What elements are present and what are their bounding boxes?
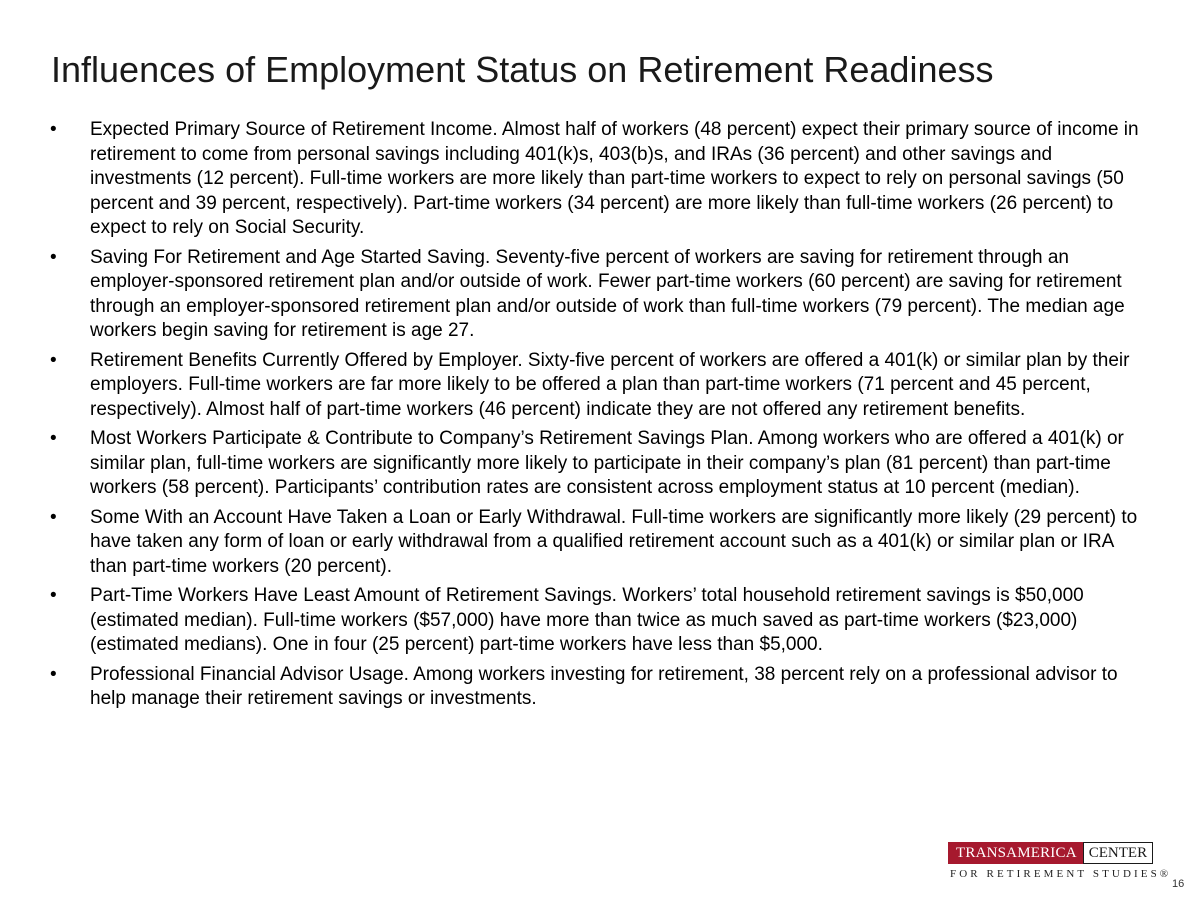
bullet-text: Professional Financial Advisor Usage. Among workers investing for retirement, 38 percent rely on a professional advisor to help manage their retirement savings or investments. <box>90 663 1118 709</box>
bullet-text: Most Workers Participate & Contribute to Company’s Retirement Savings Plan. Among workers who are offered a 401(k) or similar plan, full-time workers are significantly more likely to participate in their company’s plan (81 percent) than part-time workers (58 percent). Participants’ contribution rates are consistent across employment status at 10 percent (median). <box>90 428 1124 498</box>
bullet-icon: • <box>50 663 57 685</box>
bullet-icon: • <box>50 585 57 606</box>
bullet-item-saving-age <box>50 246 1150 344</box>
bullet-icon: • <box>50 119 57 140</box>
bullet-item-participation <box>50 427 1150 501</box>
logo-word-transamerica: TRANSAMERICA <box>948 842 1083 864</box>
bullet-item-benefits-offered <box>50 349 1150 423</box>
bullet-icon: • <box>50 506 57 528</box>
bullet-text: Some With an Account Have Taken a Loan or Early Withdrawal. Full-time workers are significantly more likely (29 percent) to have taken any form of loan or early withdrawal from a qualified retirement account such as a 401(k) or similar plan or IRA than part-time workers (20 percent). <box>90 506 1138 577</box>
transamerica-logo <box>948 842 1172 886</box>
bullet-text: Saving For Retirement and Age Started Saving. Seventy-five percent of workers are saving for retirement through an employer-sponsored retirement plan and/or outside of work. Fewer part-time workers (60 percent) are saving for retirement through an employer-sponsored retirement plan and/or outside of work than full-time workers (79 percent). The median age workers begin saving for retirement is age 27. <box>90 246 1125 341</box>
bullet-icon: • <box>50 428 57 449</box>
slide-title: Influences of Employment Status on Retirement Readiness <box>51 49 994 90</box>
logo-word-center: CENTER <box>1083 842 1153 864</box>
bullet-text: Retirement Benefits Currently Offered by Employer. Sixty-five percent of workers are offered a 401(k) or similar plan by their employers. Full-time workers are far more likely to be offered a plan than part-time workers (71 percent and 45 percent, respectively). Almost half of part-time workers (46 percent) indicate they are not offered any retirement benefits. <box>90 349 1130 420</box>
bullet-item-income-source <box>50 118 1150 241</box>
bullet-item-loans-withdrawals <box>50 506 1150 580</box>
bullet-text: Part-Time Workers Have Least Amount of Retirement Savings. Workers’ total household retirement savings is $50,000 (estimated median). Full-time workers ($57,000) have more than twice as much saved as part-time workers ($23,000) (estimated medians). One in four (25 percent) part-time workers have less than $5,000. <box>90 585 1084 655</box>
bullet-item-savings-amount <box>50 584 1150 658</box>
page-number: 16 <box>1172 878 1185 890</box>
bullet-icon: • <box>50 246 57 268</box>
logo-tagline: FOR RETIREMENT STUDIES® <box>950 868 1172 880</box>
bullet-list <box>50 118 1150 717</box>
bullet-item-advisor-usage <box>50 663 1150 712</box>
bullet-icon: • <box>50 349 57 371</box>
bullet-text: Expected Primary Source of Retirement Income. Almost half of workers (48 percent) expect their primary source of income in retirement to come from personal savings including 401(k)s, 403(b)s, and IRAs (36 percent) and other savings and investments (12 percent). Full-time workers are more likely than part-time workers to expect to rely on personal savings (50 percent and 39 percent, respectively). Part-time workers (34 percent) are more likely than full-time workers (26 percent) to expect to rely on Social Security. <box>90 119 1139 238</box>
logo-wordmark <box>948 842 1168 864</box>
